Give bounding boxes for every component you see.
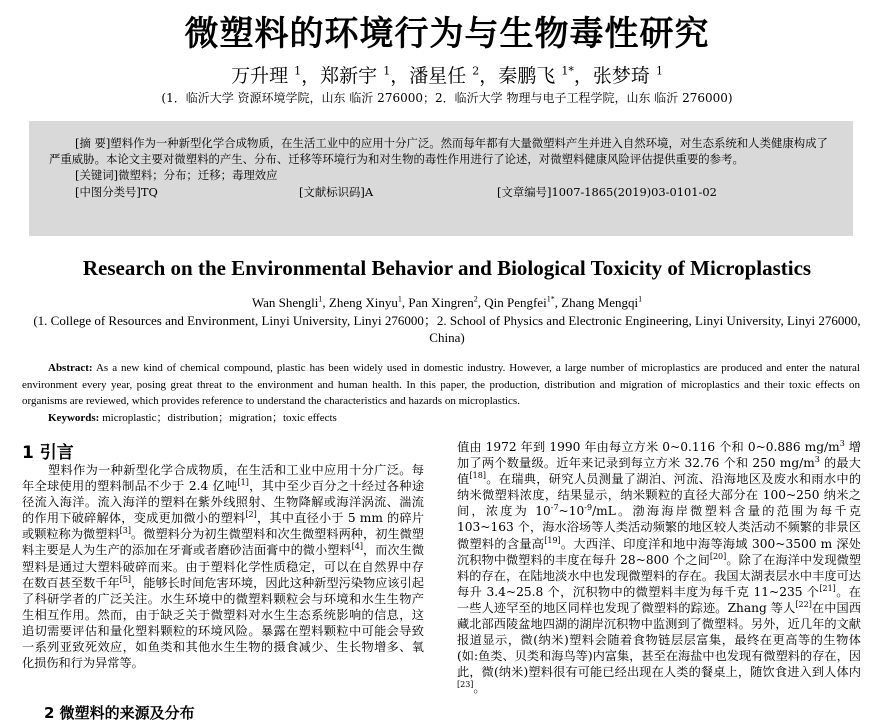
author-en: Pan Xingren bbox=[408, 295, 474, 310]
author-sup: 1 bbox=[318, 294, 323, 304]
text-run: 。微塑料分为初生微塑料和次生微塑料两种，初生微塑料主要是人为生产的添加在牙膏或者磨砂洁面膏中的微小塑料 bbox=[22, 527, 425, 558]
superscript: 3 bbox=[814, 455, 820, 465]
keywords-cn bbox=[49, 167, 835, 183]
citation: [2] bbox=[245, 510, 257, 520]
abstract-box-cn bbox=[29, 121, 853, 236]
text-run: 。在瑞典，研究人员测量了湖泊、河流、沿海地区及废水和雨水中的纳米微塑料浓度，结果显示，纳米颗粒的直径大部分在 100~250 纳米之间，浓度为 10 bbox=[457, 472, 862, 519]
author-en: Qin Pengfei bbox=[484, 295, 547, 310]
keywords-label-en: Keywords: bbox=[48, 411, 100, 424]
citation: [23] bbox=[457, 680, 474, 690]
class-number: [中图分类号]TQ bbox=[75, 185, 158, 199]
authors-en: Wan Shengli$^1$, Zheng Xinyu$^1$, Pan Xingren$^2$, Qin Pengfei$^{1*}$, Zhang Mengqi$^1$ bbox=[251, 294, 643, 310]
author-sup: 1 bbox=[294, 64, 302, 78]
superscript: -7 bbox=[550, 503, 559, 513]
text-run: 在中国西藏北部西陵盆地四湖的湖岸沉积物中监测到了微塑料。另外，近几年的文献报道显示，微(纳米)塑料会随着食物链层层富集，最终在更高等的生物体(如:鱼类、贝类和海鸟等)内富集，甚至在海盐中也发现有微塑料的存在，因此，微(纳米)塑料很有可能已经出现在人类的餐桌上，随饮食进入到人体内 bbox=[457, 600, 862, 680]
keywords-label-cn: [关键词] bbox=[75, 168, 119, 182]
abstract-text-cn: 塑料作为一种新型化学合成物质，在生活工业中的应用十分广泛。然而每年都有大量微塑料产生并进入自然环境，对生态系统和人类健康构成了严重威胁。本论文主要对微塑料的产生、分布、迁移等环境行为和对生物的毒性作用进行了论述，对微塑料健康风险评估提供重要的参考。 bbox=[49, 136, 828, 166]
abstract-text-en: As a new kind of chemical compound, plastic has been widely used in domestic industry. However, a large number of microplastics are produced and enter the natural environment every year, posing great threat to the environment and human health. In this paper, the production, distribution and migration of microplastics and their toxic effects on organisms are reviewed, which provides reference to understand the characteristics and hazards on microplastics. bbox=[22, 362, 860, 407]
author-cn: 秦鹏飞 bbox=[498, 65, 556, 87]
author-sup: 1 bbox=[638, 294, 643, 304]
abstract-cn bbox=[49, 135, 835, 167]
body-column-right bbox=[457, 439, 861, 697]
text-run: ，能够长时间危害环境，因此这种新型污染物应该引起了科研学者的广泛关注。水生环境中的微塑料颗粒会与环境和水生生物产生相互作用。然而，由于缺乏关于微塑料对水生生态系统影响的信息，这追切需要评估和量化塑料颗粒的环境风险。暴露在塑料颗粒中可能会导致一系列亚致死效应，如鱼类和其他水生生物的摄食减少、生长物增多、氧化损伤和行为异常等。 bbox=[22, 575, 425, 671]
text-run: ，而次生微塑料是通过大塑料破碎而来。由于塑料化学性质稳定，可以在自然界中存在数百甚至数千年 bbox=[22, 543, 425, 590]
abstract-label-en: Abstract: bbox=[48, 362, 93, 374]
text-run: ，其中至少百分之十经过各种途径流入海洋。流入海洋的塑料在紫外线照射、生物降解或海洋涡流、湍流的作用下破碎解体，变成更加微小的塑料 bbox=[22, 479, 425, 526]
superscript: 3 bbox=[839, 438, 845, 448]
paragraph bbox=[22, 462, 424, 671]
section-heading: 1 引言 bbox=[22, 443, 74, 463]
citation: [5] bbox=[119, 574, 132, 584]
author-en: Wan Shengli bbox=[251, 295, 319, 310]
author-sup: 1* bbox=[546, 294, 555, 304]
text-run: /mL。渤海海岸微塑料含量的范围为每千克 103~163 个，海水浴场等人类活动频繁的地区较人类活动不频繁的非景区微塑料的含量高 bbox=[457, 504, 861, 551]
authors-cn: 万升理 $^1$，郑新宇 $^1$，潘星任 $^2$，秦鹏飞 $^{1*}$，张梦琦 $^1$ bbox=[231, 64, 663, 87]
author-cn: 潘星任 bbox=[409, 65, 467, 87]
author-sup: 1 bbox=[383, 64, 391, 78]
text-run: 。除了在海洋中发现微塑料的存在，在陆地淡水中也发现微塑料的存在。我国太湖表层水中丰度可达每升 3.4~25.8 个，沉积物中的微塑料丰度为每千克 11~235 个 bbox=[457, 552, 862, 599]
text-run: 。大西洋、印度洋和地中海等海域 300~3500 m 深处沉积物中微塑料的丰度在每升 28~800 个之间 bbox=[457, 536, 861, 567]
affiliation-en: (1. College of Resources and Environment, Linyi University, Linyi 276000；2. School of Physics and Electronic Engineering, Linyi University, Linyi 276000, China) bbox=[33, 313, 861, 345]
paper-title-cn: 微塑料的环境行为与生物毒性研究 bbox=[184, 14, 710, 54]
document-code: [文献标识码]A bbox=[299, 185, 374, 199]
text-run: 。在一些人迹罕至的地区同样也发现了微塑料的踪迹。Zhang 等人 bbox=[457, 584, 861, 615]
keywords-text-cn: 微塑料；分布；迁移；毒理效应 bbox=[118, 168, 278, 182]
keywords-text-en: microplastic；distribution；migration；toxic effects bbox=[102, 411, 337, 424]
citation: [20] bbox=[709, 551, 727, 561]
author-sup: 1 bbox=[655, 64, 663, 78]
text-run: 塑料作为一种新型化学合成物质，在生活和工业中应用十分广泛。每年全球使用的塑料制品不少于 2.4 亿吨 bbox=[22, 463, 424, 494]
author-cn: 郑新宇 bbox=[320, 65, 378, 87]
abstract-en-paragraph bbox=[22, 360, 860, 410]
citation: [19] bbox=[544, 535, 561, 545]
article-number: [文章编号]1007-1865(2019)03-0101-02 bbox=[497, 185, 717, 199]
author-cn: 张梦琦 bbox=[592, 65, 650, 87]
body-column-left bbox=[22, 462, 424, 671]
text-run: ，其中直径小于 5 mm 的碎片或颗粒称为微塑料 bbox=[22, 511, 424, 542]
author-sup: 2 bbox=[472, 64, 480, 78]
citation: [4] bbox=[351, 542, 363, 552]
abstract-en bbox=[22, 360, 860, 426]
author-sup: 1* bbox=[561, 64, 574, 78]
citation: [21] bbox=[819, 583, 836, 593]
author-en: Zheng Xinyu bbox=[328, 295, 398, 310]
affiliation-cn: (1．临沂大学 资源环境学院，山东 临沂 276000；2．临沂大学 物理与电子工程学院，山东 临沂 276000) bbox=[161, 91, 733, 105]
text-run: ~10 bbox=[558, 504, 585, 519]
text-run: 增加了两个数量级。近年来记录到每立方米 32.76 个和 250 mg/m bbox=[457, 440, 861, 471]
citation: [22] bbox=[795, 599, 812, 609]
citation: [3] bbox=[119, 526, 132, 536]
author-sup: 2 bbox=[473, 294, 478, 304]
text-run: 值由 1972 年到 1990 年由每立方米 0~0.116 个和 0~0.886 mg/m bbox=[457, 440, 840, 454]
abstract-label-cn: [摘 要] bbox=[75, 136, 111, 150]
citation: [18] bbox=[469, 471, 486, 481]
keywords-en bbox=[22, 410, 860, 427]
text-run: 。 bbox=[473, 681, 486, 696]
superscript: -9 bbox=[584, 503, 593, 513]
paper-title-en: Research on the Environmental Behavior and Biological Toxicity of Microplastics bbox=[82, 256, 812, 280]
classification-row bbox=[49, 184, 835, 201]
paragraph bbox=[457, 439, 861, 697]
citation: [1] bbox=[237, 478, 249, 488]
author-sup: 1 bbox=[397, 294, 402, 304]
author-en: Zhang Mengqi bbox=[561, 295, 639, 310]
text-run: 的最大值 bbox=[457, 456, 861, 487]
author-cn: 万升理 bbox=[231, 65, 289, 87]
next-section-heading: 2 微塑料的来源及分布 bbox=[44, 704, 195, 722]
